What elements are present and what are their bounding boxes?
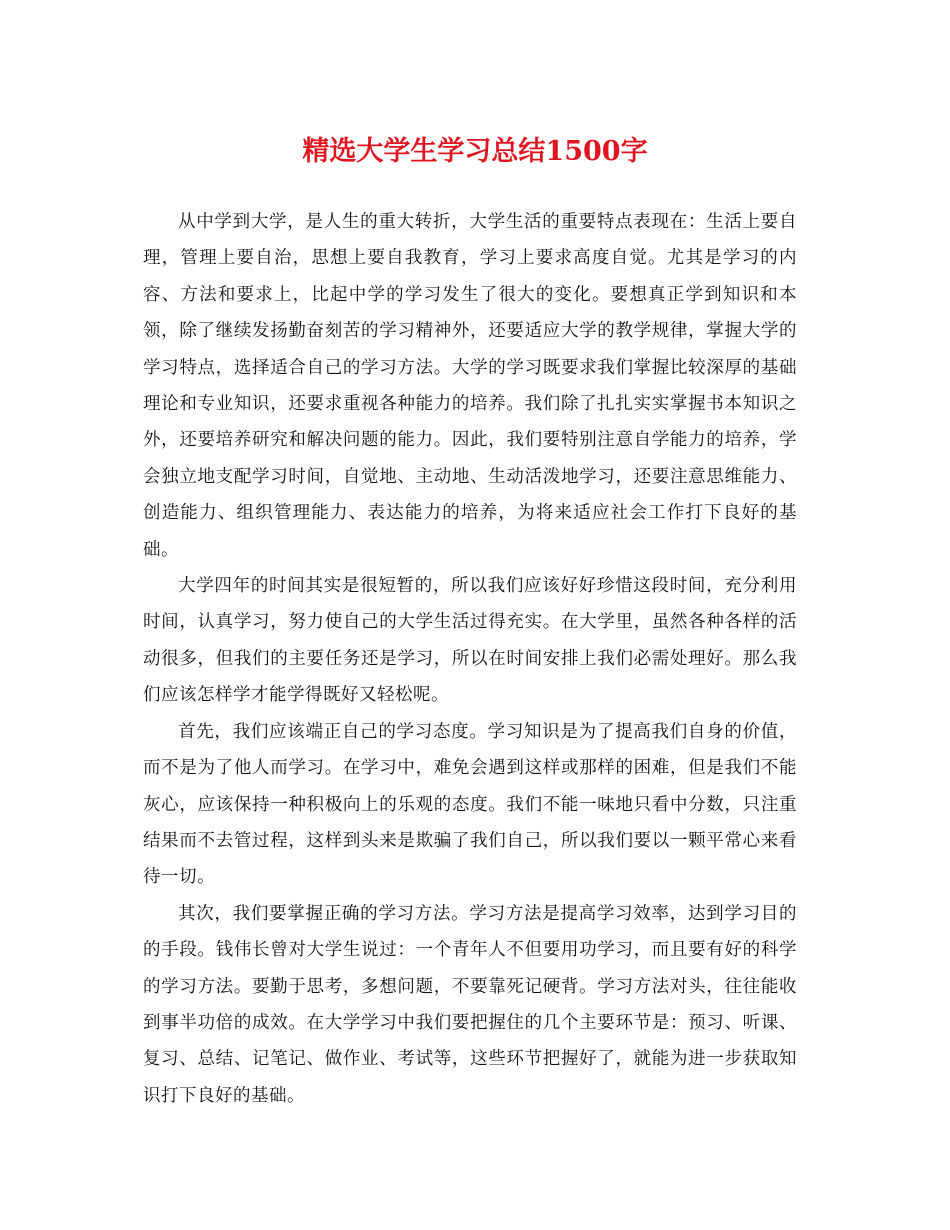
- paragraph-1: 从中学到大学，是人生的重大转折，大学生活的重要特点表现在：生活上要自理，管理上要自治，思想上要自我教育，学习上要求高度自觉。尤其是学习的内容、方法和要求上，比起中学的学习发生了很大的变化。要想真正学到知识和本领，除了继续发扬勤奋刻苦的学习精神外，还要适应大学的教学规律，掌握大学的学习特点，选择适合自己的学习方法。大学的学习既要求我们掌握比较深厚的基础理论和专业知识，还要求重视各种能力的培养。我们除了扎扎实实掌握书本知识之外，还要培养研究和解决问题的能力。因此，我们要特别注意自学能力的培养，学会独立地支配学习时间，自觉地、主动地、生动活泼地学习，还要注意思维能力、创造能力、组织管理能力、表达能力的培养，为将来适应社会工作打下良好的基础。: [143, 212, 797, 560]
- paragraph-4: 其次，我们要掌握正确的学习方法。学习方法是提高学习效率，达到学习目的的手段。钱伟长曾对大学生说过：一个青年人不但要用功学习，而且要有好的科学的学习方法。要勤于思考，多想问题，不要靠死记硬背。学习方法对头，往往能收到事半功倍的成效。在大学学习中我们要把握住的几个主要环节是：预习、听课、复习、总结、记笔记、做作业、考试等，这些环节把握好了，就能为进一步获取知识打下良好的基础。: [143, 903, 797, 1106]
- paragraph-3: 首先，我们应该端正自己的学习态度。学习知识是为了提高我们自身的价值，而不是为了他人而学习。在学习中，难免会遇到这样或那样的困难，但是我们不能灰心，应该保持一种积极向上的乐观的态度。我们不能一味地只看中分数，只注重结果而不去管过程，这样到头来是欺骗了我们自己，所以我们要以一颗平常心来看待一切。: [143, 721, 797, 888]
- document-title: 精选大学生学习总结1500字: [302, 136, 648, 167]
- document-body: [143, 204, 797, 1114]
- paragraph-2: 大学四年的时间其实是很短暂的，所以我们应该好好珍惜这段时间，充分利用时间，认真学习，努力使自己的大学生活过得充实。在大学里，虽然各种各样的活动很多，但我们的主要任务还是学习，所以在时间安排上我们必需处理好。那么我们应该怎样学才能学得既好又轻松呢。: [143, 576, 797, 706]
